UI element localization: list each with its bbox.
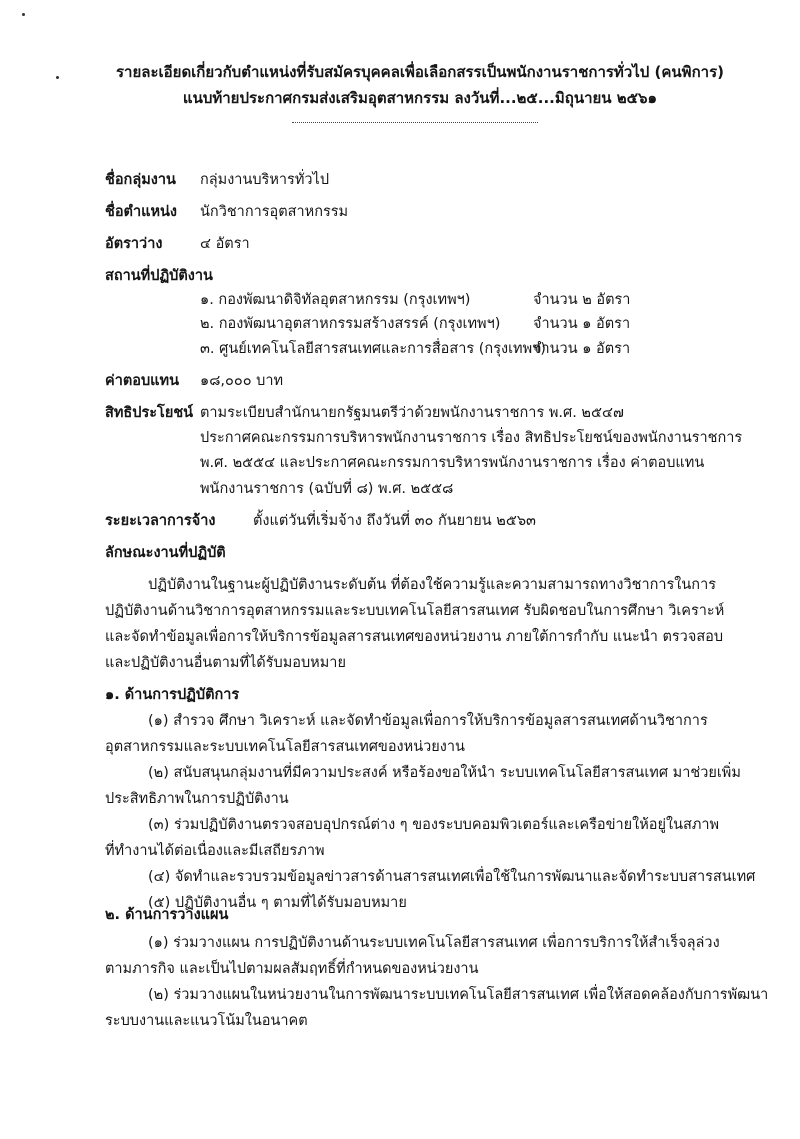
duty-line: (๑) ร่วมวางแผน การปฏิบัติงานด้านระบบเทคโนโลยีสารสนเทศ เพื่อการบริการให้สำเร็จลุล่วง <box>148 935 720 951</box>
document-subtitle: แนบท้ายประกาศกรมส่งเสริมอุตสาหกรรม ลงวันที่...๒๕...มิถุนายน ๒๕๖๑ <box>182 89 658 107</box>
scan-speck <box>22 13 25 16</box>
group-value: กลุ่มงานบริหารทั่วไป <box>200 172 330 188</box>
workplace-count: จำนวน ๒ อัตรา <box>533 292 631 308</box>
duty-line: (๑) สำรวจ ศึกษา วิเคราะห์ และจัดทำข้อมูลเพื่อการให้บริการข้อมูลสารสนเทศด้านวิชาการ <box>148 713 708 729</box>
workplace-item: ๑. กองพัฒนาดิจิทัลอุตสาหกรรม (กรุงเทพฯ) <box>200 292 471 308</box>
group-label: ชื่อกลุ่มงาน <box>105 172 176 188</box>
period-label: ระยะเวลาการจ้าง <box>105 513 216 529</box>
duty-line: (๕) ปฏิบัติงานอื่น ๆ ตามที่ได้รับมอบหมาย <box>148 895 407 911</box>
period-value: ตั้งแต่วันที่เริ่มจ้าง ถึงวันที่ ๓๐ กันยายน ๒๕๖๓ <box>253 513 536 529</box>
position-value: นักวิชาการอุตสาหกรรม <box>200 204 349 220</box>
duty-line: (๒) ร่วมวางแผนในหน่วยงานในการพัฒนาระบบเทคโนโลยีสารสนเทศ เพื่อให้สอดคล้องกับการพัฒนา <box>148 987 769 1003</box>
workplace-count: จำนวน ๑ อัตรา <box>533 341 631 357</box>
duties-intro: ปฏิบัติงานในฐานะผู้ปฏิบัติงานระดับต้น ที่ต้องใช้ความรู้และความสามารถทางวิชาการในการ <box>148 577 717 593</box>
salary-value: ๑๘,๐๐๐ บาท <box>200 373 284 389</box>
workplace-label: สถานที่ปฏิบัติงาน <box>105 268 213 284</box>
benefits-line: พ.ศ. ๒๕๕๔ และประกาศคณะกรรมการบริหารพนักงานราชการ เรื่อง ค่าตอบแทน <box>200 455 705 471</box>
duties-intro: ปฏิบัติงานด้านวิชาการอุตสาหกรรมและระบบเทคโนโลยีสารสนเทศ รับผิดชอบในการศึกษา วิเคราะห์ <box>105 603 725 619</box>
duty-line: ที่ทำงานได้ต่อเนื่องและมีเสถียรภาพ <box>105 843 325 859</box>
duty-line: อุตสาหกรรมและระบบเทคโนโลยีสารสนเทศของหน่วยงาน <box>105 739 465 755</box>
duty-line: ระบบงานและแนวโน้มในอนาคต <box>105 1013 308 1029</box>
duty-line: (๔) จัดทำและรวบรวมข้อมูลข่าวสารด้านสารสนเทศเพื่อใช้ในการพัฒนาและจัดทำระบบสารสนเทศ <box>148 869 756 885</box>
benefits-line: ตามระเบียบสำนักนายกรัฐมนตรีว่าด้วยพนักงานราชการ พ.ศ. ๒๕๔๗ <box>200 405 624 421</box>
document-title: รายละเอียดเกี่ยวกับตำแหน่งที่รับสมัครบุคคลเพื่อเลือกสรรเป็นพนักงานราชการทั่วไป (คนพิการ) <box>116 63 724 81</box>
benefits-line: พนักงานราชการ (ฉบับที่ ๘) พ.ศ. ๒๕๕๘ <box>200 481 454 497</box>
section2-heading: ๒. ด้านการวางแผน <box>105 907 229 923</box>
duty-line: ตามภารกิจ และเป็นไปตามผลสัมฤทธิ์ที่กำหนดของหน่วยงาน <box>105 961 479 977</box>
section1-heading: ๑. ด้านการปฏิบัติการ <box>105 687 240 703</box>
workplace-count: จำนวน ๑ อัตรา <box>533 316 631 332</box>
vacancy-value: ๔ อัตรา <box>200 236 250 252</box>
salary-label: ค่าตอบแทน <box>105 373 179 389</box>
divider <box>292 122 538 123</box>
duty-line: ประสิทธิภาพในการปฏิบัติงาน <box>105 791 289 807</box>
duties-intro: และปฏิบัติงานอื่นตามที่ได้รับมอบหมาย <box>105 655 346 671</box>
duties-heading: ลักษณะงานที่ปฏิบัติ <box>105 545 226 561</box>
position-label: ชื่อตำแหน่ง <box>105 204 178 220</box>
vacancy-label: อัตราว่าง <box>105 236 163 252</box>
duties-intro: และจัดทำข้อมูลเพื่อการให้บริการข้อมูลสารสนเทศของหน่วยงาน ภายใต้การกำกับ แนะนำ ตรวจสอบ <box>105 629 724 645</box>
benefits-label: สิทธิประโยชน์ <box>105 405 194 421</box>
workplace-item: ๒. กองพัฒนาอุตสาหกรรมสร้างสรรค์ (กรุงเทพฯ) <box>200 316 501 332</box>
benefits-line: ประกาศคณะกรรมการบริหารพนักงานราชการ เรื่อง สิทธิประโยชน์ของพนักงานราชการ <box>200 430 743 446</box>
duty-line: (๒) สนับสนุนกลุ่มงานที่มีความประสงค์ หรือร้องขอให้นำ ระบบเทคโนโลยีสารสนเทศ มาช่วยเพิ่ม <box>148 765 741 781</box>
duty-line: (๓) ร่วมปฏิบัติงานตรวจสอบอุปกรณ์ต่าง ๆ ของระบบคอมพิวเตอร์และเครือข่ายให้อยู่ในสภาพ <box>148 817 720 833</box>
workplace-item: ๓. ศูนย์เทคโนโลยีสารสนเทศและการสื่อสาร (กรุงเทพฯ) <box>200 341 546 357</box>
